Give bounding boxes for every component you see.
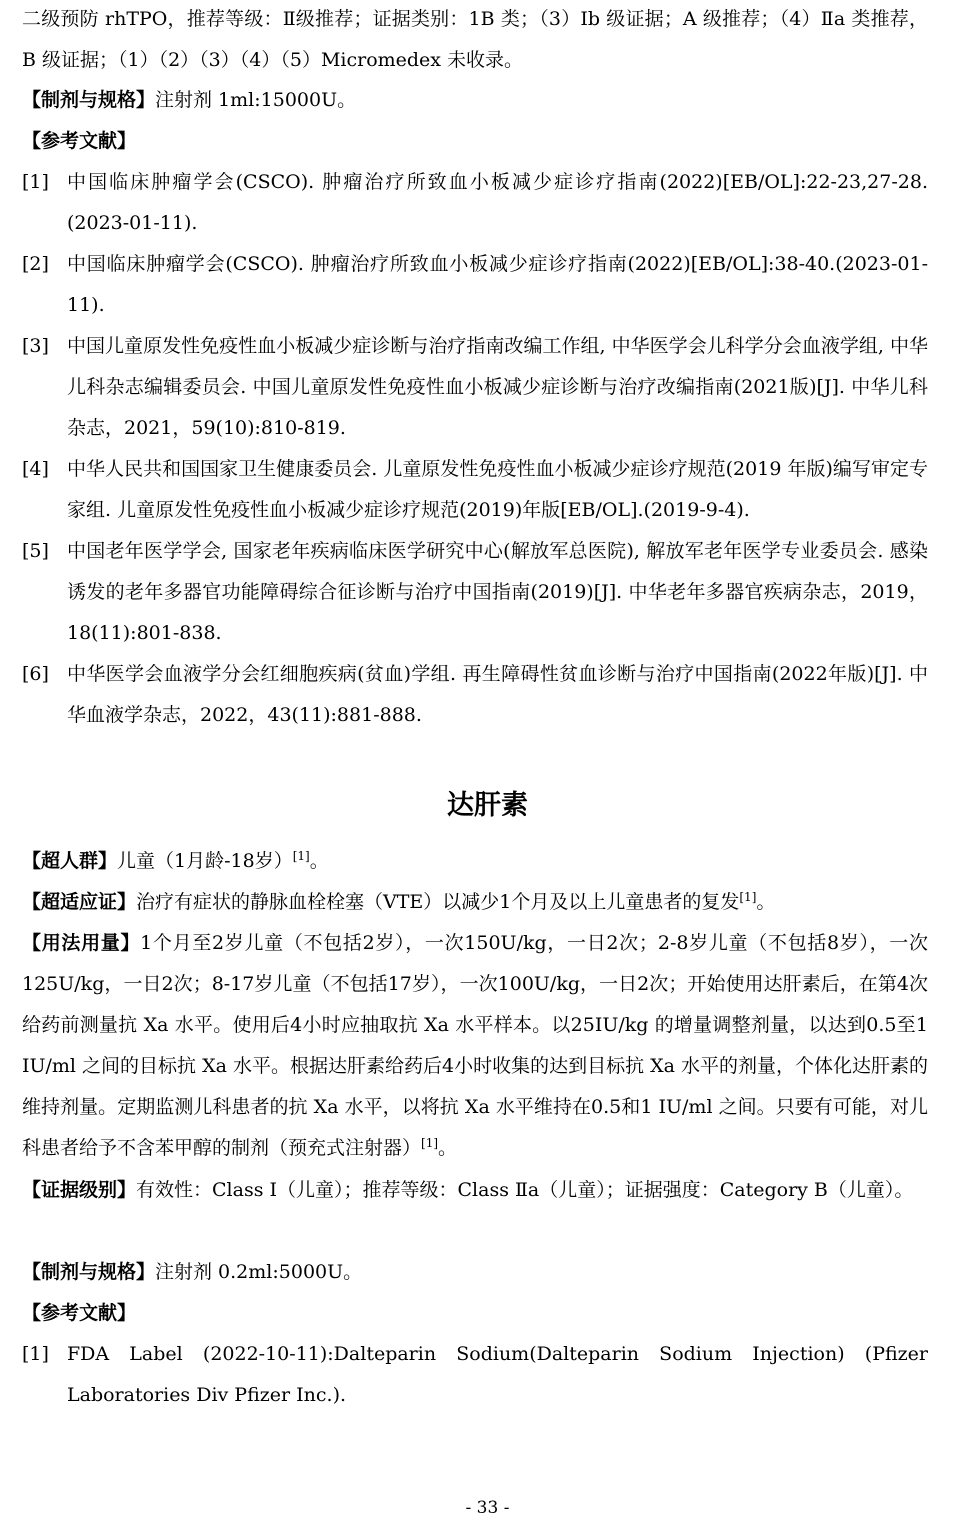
population-text: 儿童（1月龄-18岁） <box>117 850 293 872</box>
formulation-text: 注射剂 1ml:15000U。 <box>155 89 357 111</box>
dosage-end: 。 <box>438 1137 458 1159</box>
evidence-text: 有效性：Class Ⅰ（儿童）；推荐等级：Class Ⅱa（儿童）；证据强度：Category B（儿童）。 <box>136 1179 914 1201</box>
population-label: 【超人群】 <box>22 850 118 872</box>
continuation-paragraph <box>22 0 928 81</box>
reference-number: [3] <box>22 335 49 357</box>
population-end: 。 <box>309 850 329 872</box>
formulation-label: 【制剂与规格】 <box>22 1261 156 1283</box>
evidence-section <box>22 1170 928 1211</box>
formulation-label: 【制剂与规格】 <box>22 89 156 111</box>
citation-superscript: [1] <box>739 890 757 904</box>
evidence-label: 【证据级别】 <box>22 1179 137 1201</box>
reference-item <box>22 1334 928 1416</box>
reference-text: 中华医学会血液学分会红细胞疾病(贫血)学组. 再生障碍性贫血诊断与治疗中国指南(2022年版)[J]. 中华血液学杂志，2022，43(11):881-888. <box>67 663 928 726</box>
dosage-label: 【用法用量】 <box>22 932 141 954</box>
reference-item <box>22 244 928 326</box>
reference-text: 中国老年医学学会, 国家老年疾病临床医学研究中心(解放军总医院), 解放军老年医学专业委员会. 感染诱发的老年多器官功能障碍综合征诊断与治疗中国指南(2019)[J]. 中华老年多器官疾病杂志，2019，18(11):801-838. <box>67 540 928 644</box>
reference-item <box>22 449 928 531</box>
reference-number: [1] <box>22 171 49 193</box>
page-number: - 33 - <box>465 1498 510 1518</box>
reference-text: 中国临床肿瘤学会(CSCO). 肿瘤治疗所致血小板减少症诊疗指南(2022)[EB/OL]:22-23,27-28.(2023-01-11). <box>67 171 928 234</box>
reference-text: 中国儿童原发性免疫性血小板减少症诊断与治疗指南改编工作组, 中华医学会儿科学分会血液学组, 中华儿科杂志编辑委员会. 中国儿童原发性免疫性血小板减少症诊断与治疗改编指南(2021版)[J]. 中华儿科杂志，2021，59(10):810-819. <box>67 335 928 439</box>
references-heading-top <box>22 121 928 162</box>
references-label: 【参考文献】 <box>22 130 137 152</box>
reference-text: 中国临床肿瘤学会(CSCO). 肿瘤治疗所致血小板减少症诊疗指南(2022)[EB/OL]:38-40.(2023-01-11). <box>67 253 928 316</box>
reference-number: [4] <box>22 458 49 480</box>
formulation-text: 注射剂 0.2ml:5000U。 <box>155 1261 363 1283</box>
references-label: 【参考文献】 <box>22 1302 137 1324</box>
citation-superscript: [1] <box>292 849 310 863</box>
dosage-text: 1个月至2岁儿童（不包括2岁），一次150U/kg，一日2次；2-8岁儿童（不包括8岁），一次125U/kg，一日2次；8-17岁儿童（不包括17岁），一次100U/kg，一日2次；开始使用达肝素后，在第4次给药前测量抗 Xa 水平。使用后4小时应抽取抗 Xa 水平样本。以25IU/kg 的增量调整剂量，以达到0.5至1 IU/ml 之间的目标抗 Xa 水平。根据达肝素给药后4小时收集的达到目标抗 Xa 水平的剂量，个体化达肝素的维持剂量。定期监测儿科患者的抗 Xa 水平，以将抗 Xa 水平维持在0.5和1 IU/ml 之间。只要有可能，对儿科患者给予不含苯甲醇的制剂（预充式注射器） <box>22 932 929 1159</box>
reference-number: [6] <box>22 663 49 685</box>
reference-number: [5] <box>22 540 49 562</box>
reference-text: FDA Label (2022-10-11):Dalteparin Sodium(Dalteparin Sodium Injection) (Pfizer Laboratories Div Pfizer Inc.). <box>67 1343 928 1406</box>
reference-text: 中华人民共和国国家卫生健康委员会. 儿童原发性免疫性血小板减少症诊疗规范(2019 年版)编写审定专家组. 儿童原发性免疫性血小板减少症诊疗规范(2019)年版[EB/OL].(2019-9-4). <box>67 458 928 521</box>
references-heading <box>22 1293 928 1334</box>
reference-number: [1] <box>22 1343 49 1365</box>
indication-text: 治疗有症状的静脉血栓栓塞（VTE）以减少1个月及以上儿童患者的复发 <box>136 891 740 913</box>
drug-title: 达肝素 <box>447 790 528 821</box>
formulation-section <box>22 1252 928 1293</box>
indication-section <box>22 882 928 923</box>
indication-end: 。 <box>756 891 776 913</box>
reference-item <box>22 326 928 449</box>
continuation-text: 二级预防 rhTPO，推荐等级：Ⅱ级推荐；证据类别：1B 类；（3）Ib 级证据；A 级推荐；（4）Ⅱa 类推荐，B 级证据；（1）（2）（3）（4）（5）Micromedex 未收录。 <box>22 8 928 71</box>
population-section <box>22 841 928 882</box>
reference-item <box>22 654 928 736</box>
indication-label: 【超适应证】 <box>22 891 137 913</box>
reference-item <box>22 531 928 654</box>
dosage-section <box>22 923 928 1169</box>
formulation-section-top <box>22 80 928 121</box>
reference-number: [2] <box>22 253 49 275</box>
citation-superscript: [1] <box>421 1136 439 1150</box>
reference-item <box>22 162 928 244</box>
